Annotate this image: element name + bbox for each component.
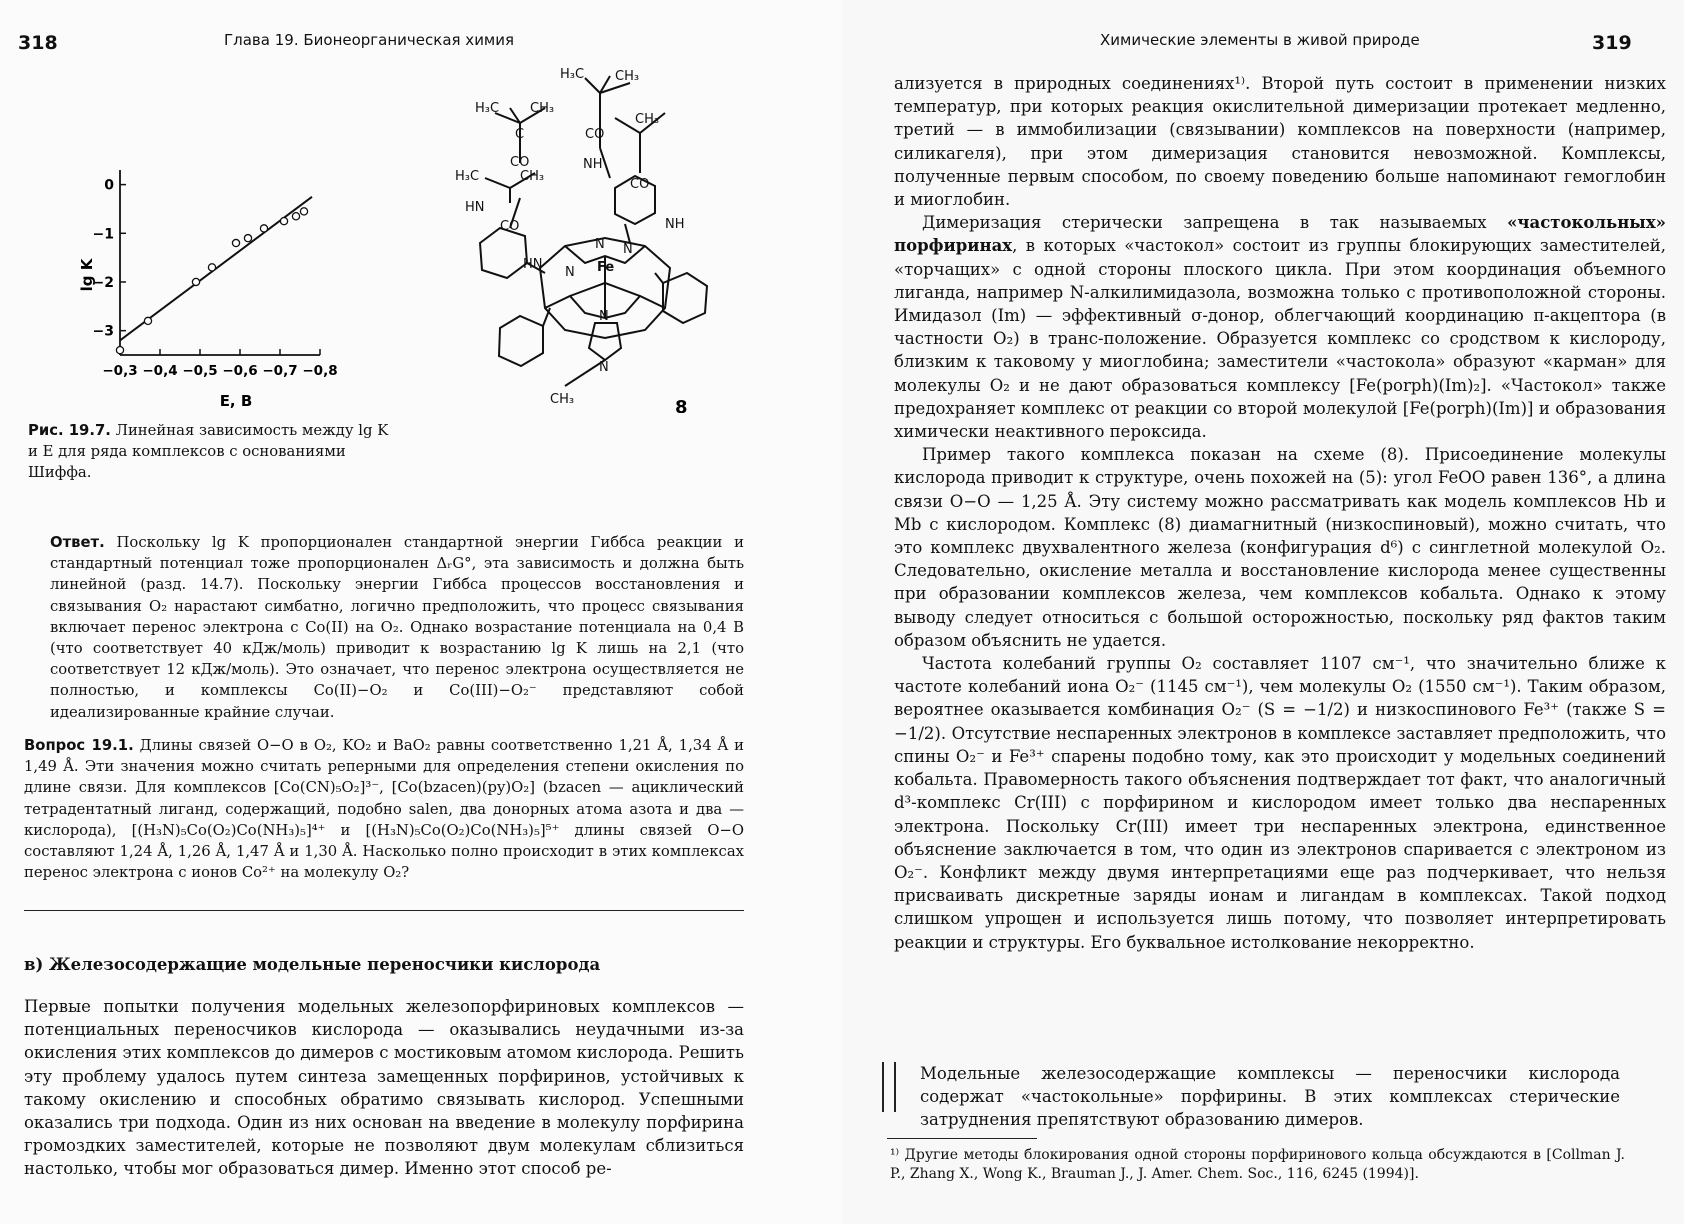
- summary-margin-mark: [882, 1062, 896, 1112]
- answer-label: Ответ.: [50, 534, 105, 551]
- right-page: [842, 0, 1684, 1224]
- running-head-left: Глава 19. Бионеорганическая химия: [224, 31, 515, 49]
- chart-data-point: [232, 239, 239, 246]
- structure-atom-fe: Fe: [597, 260, 615, 275]
- paragraph-2-bold: «частокольных» порфиринах: [894, 213, 1666, 256]
- structure-atom-h3c-3: H₃C: [560, 68, 585, 82]
- running-head-right: Химические элементы в живой природе: [1100, 31, 1420, 49]
- chart-y-tick-label: −3: [92, 323, 114, 340]
- question-text: Длины связей O−O в O₂, KO₂ и BaO₂ равны соответственно 1,21 Å, 1,34 Å и 1,49 Å. Эти значения можно считать реперными для определения степени окисления по длине связи. Для комплексов [Co(CN)₅O₂]³⁻, [Co(bzacen)(py)O₂] (bzacen — ациклический тетрадентатный лиганд, содержащий, подобно salen, два донорных атома азота и два — кислорода), [(H₃N)₅Co(O₂)Co(NH₃)₅]⁴⁺ и [(H₃N)₅Co(O₂)Co(NH₃)₅]⁵⁺ длины связей O−O составляют 1,24 Å, 1,26 Å, 1,47 Å и 1,30 Å. Насколько полно происходит в этих комплексах перенос электрона с ионов Co²⁺ на молекулу O₂?: [24, 737, 744, 882]
- structure-atom-ch3-5: CH₃: [550, 392, 575, 407]
- chart-x-tick-label: −0,7: [262, 363, 298, 379]
- footnote-rule: [887, 1138, 1037, 1139]
- chart-xlabel: E, B: [219, 392, 253, 410]
- structure-atom-ch3-2: CH₃: [520, 169, 545, 184]
- chart-y-tick-label: −1: [92, 226, 114, 243]
- structure-atom-h3c-2: H₃C: [455, 169, 480, 184]
- paragraph-2-start: Димеризация стерически запрещена в так называемых: [922, 213, 1508, 233]
- chart-data-point: [208, 264, 215, 271]
- structure-atom-ch3: CH₃: [530, 101, 555, 116]
- chart-x-tick-label: −0,4: [142, 363, 178, 379]
- chart-x-tick-label: −0,5: [182, 363, 218, 379]
- structure-atom-nh: NH: [583, 157, 603, 172]
- answer-block: [50, 532, 744, 723]
- page-number-left: 318: [18, 32, 58, 54]
- chart-data-point: [116, 347, 123, 354]
- chart-data-point: [144, 317, 151, 324]
- porphyrin-structure-diagram: [455, 68, 725, 413]
- structure-atom-co: CO: [510, 155, 530, 170]
- lgk-vs-e-chart: [70, 160, 430, 410]
- question-rule: [24, 910, 744, 911]
- structure-atom-hn: HN: [465, 200, 485, 215]
- structure-atom-h3c: H₃C: [475, 101, 500, 116]
- question-block: [24, 735, 744, 883]
- structure-atom-co-3: CO: [585, 127, 605, 142]
- structure-atom-n-3: N: [623, 242, 633, 257]
- paragraph-2-rest: , в которых «частокол» состоит из группы блокирующих заместителей, «торчащих» с одной стороны плоского цикла. При этом координация объемного лиганда, например N-алкилимидазола, возможна только с противоположной стороны. Имидазол (Im) — эффективный σ-донор, облегчающий координацию π-акцептора (в частности O₂) в транс-положение. Образуется комплекс со сродством к кислороду, близким к таковому у миоглобина; заместители «частокола» образуют «карман» для молекулы O₂ и не дают образоваться комплексу [Fe(porph)(Im)₂]. «Частокол» также предохраняет комплекс от реакции со второй молекулой [Fe(porph)(Im)] и образования химически неактивного пероксида.: [894, 236, 1666, 442]
- structure-atom-n: N: [595, 237, 605, 252]
- figure-caption: [28, 420, 400, 483]
- structure-atom-ch3-3: CH₃: [615, 69, 640, 84]
- chart-y-tick-label: −2: [92, 274, 114, 291]
- paragraph-2: [894, 211, 1666, 443]
- chart-y-tick-label: 0: [104, 177, 114, 194]
- structure-atom-co-4: CO: [630, 177, 650, 192]
- chart-x-tick-label: −0,3: [102, 363, 138, 379]
- chart-data-point: [300, 208, 307, 215]
- figure-caption-label: Рис. 19.7.: [28, 422, 111, 439]
- structure-atom-hn-ring: HN: [523, 257, 543, 272]
- paragraph-4: Частота колебаний группы O₂ составляет 1107 см⁻¹, что значительно ближе к частоте колебаний иона O₂⁻ (1145 см⁻¹), чем молекулы O₂ (1550 см⁻¹). Таким образом, вероятнее оказывается комбинация O₂⁻ (S = −1/2) и низкоспинового Fe³⁺ (также S = −1/2). Отсутствие неспаренных электронов в комплексе заставляет предположить, что спины O₂⁻ и Fe³⁺ спарены подобно тому, как это происходит у модельных соединений кобальта. Правомерность такого объяснения подтверждает тот факт, что аналогичный d³-комплекс Cr(III) с порфирином и кислородом имеет только два неспаренных электрона. Поскольку Cr(III) имеет три неспаренных электрона, единственное объяснение заключается в том, что один из электронов спаривается с электроном из O₂⁻. Конфликт между двумя интерпретациями еще раз подчеркивает, что нельзя присваивать дискретные заряды ионам и лигандам в комплексах. Такой подход слишком упрощен и используется лишь потому, что позволяет интерпретировать реакции и структуры. Его буквальное истолкование некорректно.: [894, 654, 1666, 952]
- section-heading: в) Железосодержащие модельные переносчики кислорода: [24, 955, 601, 974]
- chart-data-point: [292, 213, 299, 220]
- chart-x-tick-label: −0,6: [222, 363, 258, 379]
- paragraph-1: ализуется в природных соединениях¹⁾. Второй путь состоит в применении низких температур, при которых реакция окислительной димеризации протекает медленно, третий — в иммобилизации (связывании) комплексов на поверхности (например, силикагеля), при этом димеризация становится невозможной. Комплексы, полученные первым способом, по своему поведению больше напоминают гемоглобин и миоглобин.: [894, 74, 1666, 210]
- right-body: [894, 72, 1666, 954]
- structure-atom-c: C: [515, 127, 525, 142]
- structure-atom-n-5: N: [599, 360, 609, 375]
- compound-number: 8: [675, 397, 688, 413]
- question-label: Вопрос 19.1.: [24, 737, 134, 754]
- structure-atom-co-2: CO: [500, 219, 520, 234]
- chart-data-point: [192, 278, 199, 285]
- chart-data-point: [244, 235, 251, 242]
- structure-atom-ch3-4: CH₃: [635, 112, 660, 127]
- page-number-right: 319: [1592, 32, 1632, 54]
- footnote: ¹⁾ Другие методы блокирования одной стороны порфиринового кольца обсуждаются в [Collman J. P., Zhang X., Wong K., Brauman J., J. Amer. Chem. Soc., 116, 6245 (1994)].: [890, 1147, 1625, 1182]
- chart-ylabel: lg K: [78, 258, 96, 292]
- chart-data-point: [280, 218, 287, 225]
- summary-box: Модельные железосодержащие комплексы — переносчики кислорода содержат «частокольные» порфирины. В этих комплексах стерические затруднения препятствуют образованию димеров.: [920, 1064, 1620, 1130]
- structure-atom-n-4: N: [599, 309, 609, 324]
- chart-data-point: [260, 225, 267, 232]
- answer-text: Поскольку lg K пропорционален стандартной энергии Гиббса реакции и стандартный потенциал тоже пропорционален ΔᵣG°, эта зависимость и должна быть линейной (разд. 14.7). Поскольку энергии Гиббса процессов восстановления и связывания O₂ нарастают симбатно, логично предположить, что процесс связывания включает перенос электрона с Co(II) на O₂. Однако возрастание потенциала на 0,4 В (что соответствует 40 кДж/моль) приводит к возрастанию lg K лишь на 2,1 (что соответствует 12 кДж/моль). Это означает, что перенос электрона осуществляется не полностью, и комплексы Co(II)−O₂ и Co(III)−O₂⁻ представляют собой идеализированные крайние случаи.: [50, 534, 744, 721]
- paragraph-3: Пример такого комплекса показан на схеме (8). Присоединение молекулы кислорода приводит к структуре, очень похожей на (5): угол FeOO равен 136°, а длина связи O−O — 1,25 Å. Эту систему можно рассматривать как модель комплексов Hb и Mb с кислородом. Комплекс (8) диамагнитный (низкоспиновый), можно считать, что это комплекс двухвалентного железа (конфигурация d⁶) с синглетной молекулой O₂. Следовательно, окисление металла и восстановление кислорода менее существенны при образовании комплексов железа, чем комплексов кобальта. Однако к этому выводу следует относиться с большой осторожностью, поскольку ряд фактов таким образом объяснить не удается.: [894, 445, 1666, 650]
- section-paragraph: Первые попытки получения модельных железопорфириновых комплексов — потенциальных переносчиков кислорода — оказывались неудачными из-за окисления этих комплексов до димеров с мостиковым атомом кислорода. Решить эту проблему удалось путем синтеза замещенных порфиринов, устойчивых к такому окислению и способных обратимо связывать кислород. Успешными оказались три подхода. Один из них основан на введение в молекулу порфирина громоздких заместителей, которые не позволяют двум молекулам сблизиться настолько, чтобы мог образоваться димер. Именно этот способ ре-: [24, 997, 744, 1179]
- figure-caption-text: Линейная зависимость между lg K и E для ряда комплексов с основаниями Шиффа.: [28, 422, 389, 481]
- structure-atom-nh-2: NH: [665, 217, 685, 232]
- structure-atom-n-2: N: [565, 265, 575, 280]
- chart-x-tick-label: −0,8: [302, 363, 338, 379]
